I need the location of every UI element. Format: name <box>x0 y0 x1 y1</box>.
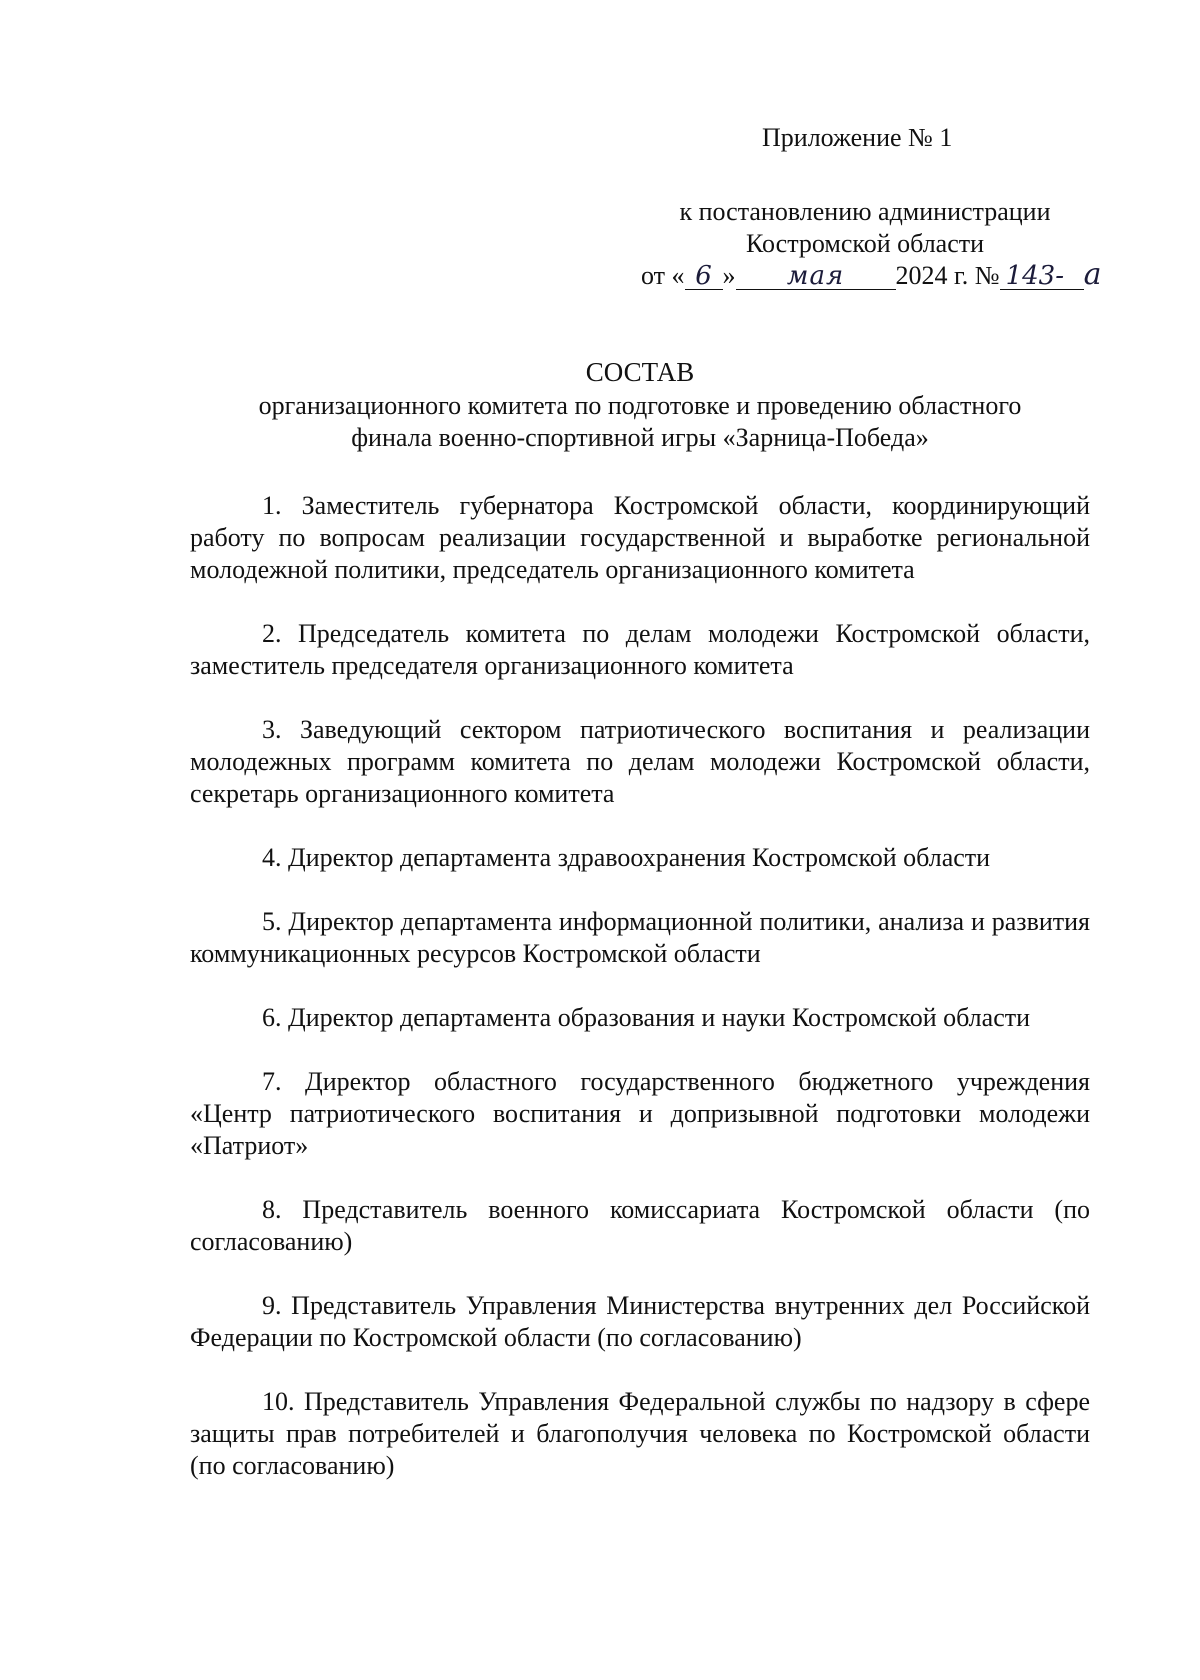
list-item: 9. Представитель Управления Министерства внутренних дел Российской Федерации по Костромской области (по согласованию) <box>190 1291 1090 1352</box>
list-item: 5. Директор департамента информационной политики, анализа и развития коммуникационных ресурсов Костромской области <box>190 907 1090 968</box>
committee-members-list <box>190 490 1090 1514</box>
list-item: 4. Директор департамента здравоохранения Костромской области <box>262 843 991 872</box>
appendix-label: Приложение № 1 <box>762 123 953 152</box>
handwritten-number-suffix: а <box>1083 257 1102 292</box>
list-item: 7. Директор областного государственного бюджетного учреждения «Центр патриотического воспитания и допризывной подготовки молодежи «Патриот» <box>190 1067 1090 1160</box>
list-item: 8. Представитель военного комиссариата Костромской области (по согласованию) <box>190 1195 1090 1256</box>
decree-reference <box>640 196 1090 260</box>
document-title <box>190 356 1090 454</box>
date-prefix: от « <box>641 261 685 290</box>
title-heading: СОСТАВ <box>585 357 695 387</box>
date-year: 2024 г. № <box>895 261 1000 290</box>
date-close-quote: » <box>722 261 736 290</box>
list-item: 6. Директор департамента образования и науки Костромской области <box>262 1003 1031 1032</box>
decree-date-line <box>641 259 1101 292</box>
list-item: 1. Заместитель губернатора Костромской области, координирующий работу по вопросам реализации государственной и выработке региональной молодежной политики, председатель организационного комитета <box>190 491 1090 584</box>
handwritten-decree-number: 143- <box>1000 263 1084 290</box>
title-line: финала военно-спортивной игры «Зарница-Победа» <box>351 423 929 452</box>
list-item: 10. Представитель Управления Федеральной службы по надзору в сфере защиты прав потребителей и благополучия человека по Костромской области (по согласованию) <box>190 1387 1090 1480</box>
list-item: 2. Председатель комитета по делам молодежи Костромской области, заместитель председателя организационного комитета <box>190 619 1090 680</box>
list-item: 3. Заведующий сектором патриотического воспитания и реализации молодежных программ комитета по делам молодежи Костромской области, секретарь организационного комитета <box>190 715 1090 808</box>
handwritten-day: 6 <box>685 263 723 290</box>
decree-reference-line: Костромской области <box>745 229 985 258</box>
handwritten-month: мая <box>736 263 896 290</box>
title-line: организационного комитета по подготовке и проведению областного <box>258 391 1022 420</box>
decree-reference-line: к постановлению администрации <box>679 197 1051 226</box>
